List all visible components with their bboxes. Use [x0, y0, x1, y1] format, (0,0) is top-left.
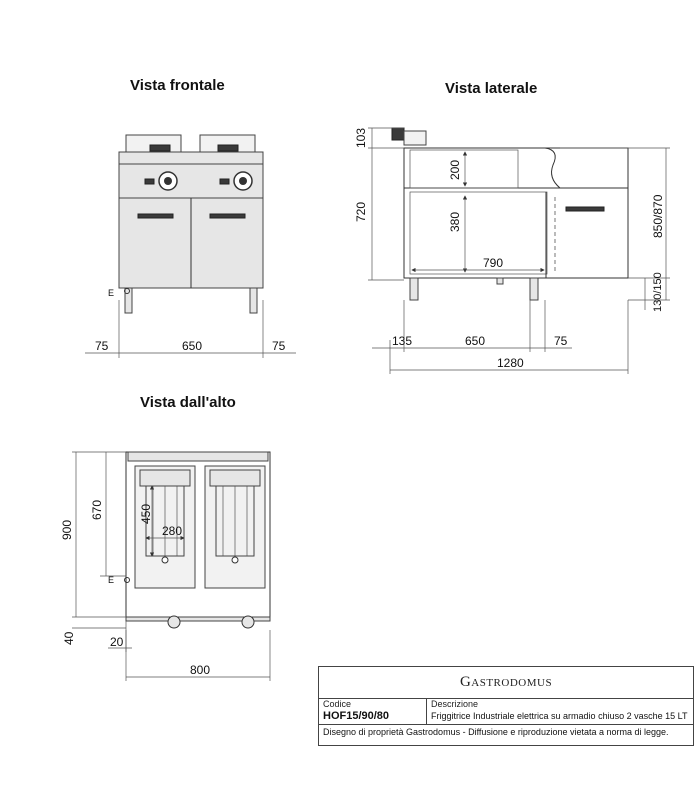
- top-basket-right-head: [210, 470, 260, 486]
- product-code: HOF15/90/80: [323, 710, 390, 722]
- front-dim-left: 75: [95, 339, 109, 353]
- front-top-plate: [119, 152, 263, 164]
- side-hood-curve: [545, 148, 560, 188]
- code-label: Codice: [323, 699, 352, 709]
- top-back-rail: [128, 452, 268, 461]
- front-light-right: [220, 179, 229, 184]
- front-view: [85, 135, 296, 358]
- top-dim-depth: 900: [60, 519, 74, 540]
- top-dim-basket-d: 450: [139, 503, 153, 524]
- front-dim-right: 75: [272, 339, 286, 353]
- front-door-handle-right: [210, 214, 245, 218]
- product-description: Friggitrice Industriale elettrica su armadio chiuso 2 vasche 15 LT: [431, 711, 688, 721]
- front-foot-right: [250, 288, 257, 313]
- side-view-title: Vista laterale: [445, 80, 538, 97]
- title-block: [318, 666, 694, 746]
- side-drain-valve: [497, 278, 503, 284]
- side-dim-body: 720: [354, 201, 368, 222]
- side-basket-zone: [410, 150, 518, 188]
- side-dim-inner: 380: [448, 211, 462, 232]
- front-knob-right-center: [239, 177, 247, 185]
- title-block-row: [319, 699, 693, 725]
- front-electric-marker: E: [108, 288, 115, 298]
- brand-logo: [319, 667, 693, 699]
- side-cabinet: [404, 148, 628, 278]
- side-view: [354, 128, 670, 374]
- top-dim-tank: 670: [90, 499, 104, 520]
- side-dim-rear: 135: [392, 334, 413, 348]
- side-foot-rear: [410, 278, 418, 300]
- side-dim-mid: 650: [465, 334, 486, 348]
- side-foot-front: [530, 278, 538, 300]
- top-dim-foot: 40: [62, 631, 76, 645]
- top-basket-left-head: [140, 470, 190, 486]
- front-basket-handle-right: [218, 145, 238, 151]
- side-dim-top: 103: [354, 127, 368, 148]
- top-drain-left: [162, 557, 168, 563]
- front-foot-left: [125, 288, 132, 313]
- side-dim-height: 850/870: [651, 194, 665, 238]
- side-tank: [410, 192, 547, 274]
- code-cell: [319, 699, 427, 724]
- side-control-housing: [404, 131, 426, 145]
- side-door-handle: [566, 207, 604, 211]
- ownership-notice: Disegno di proprietà Gastrodomus - Diffusione e riproduzione vietata a norma di legge.: [323, 727, 669, 737]
- top-dim-width: 800: [190, 663, 211, 677]
- top-electric-marker: E: [108, 575, 115, 585]
- top-view: [60, 452, 270, 681]
- top-dim-basket-w: 280: [162, 524, 183, 538]
- front-view-title: Vista frontale: [130, 77, 225, 94]
- description-cell: [427, 699, 693, 724]
- side-knob-block: [392, 128, 404, 140]
- front-door-handle-left: [138, 214, 173, 218]
- top-knob-right: [242, 616, 254, 628]
- top-view-title: Vista dall'alto: [140, 394, 236, 411]
- front-basket-handle-left: [150, 145, 170, 151]
- front-light-left: [145, 179, 154, 184]
- side-dim-front: 75: [554, 334, 568, 348]
- side-dim-basket: 200: [448, 159, 462, 180]
- brand-name: Gastrodomus: [459, 674, 553, 690]
- front-dim-width: 650: [182, 339, 203, 353]
- top-electric-connection: [125, 578, 130, 583]
- description-label: Descrizione: [431, 699, 479, 709]
- front-knob-left-center: [164, 177, 172, 185]
- side-dim-foot: 130/150: [652, 272, 664, 312]
- side-dim-depth: 790: [483, 256, 504, 270]
- top-dim-offset: 20: [110, 635, 124, 649]
- top-knob-left: [168, 616, 180, 628]
- side-dim-total: 1280: [497, 356, 524, 370]
- top-drain-right: [232, 557, 238, 563]
